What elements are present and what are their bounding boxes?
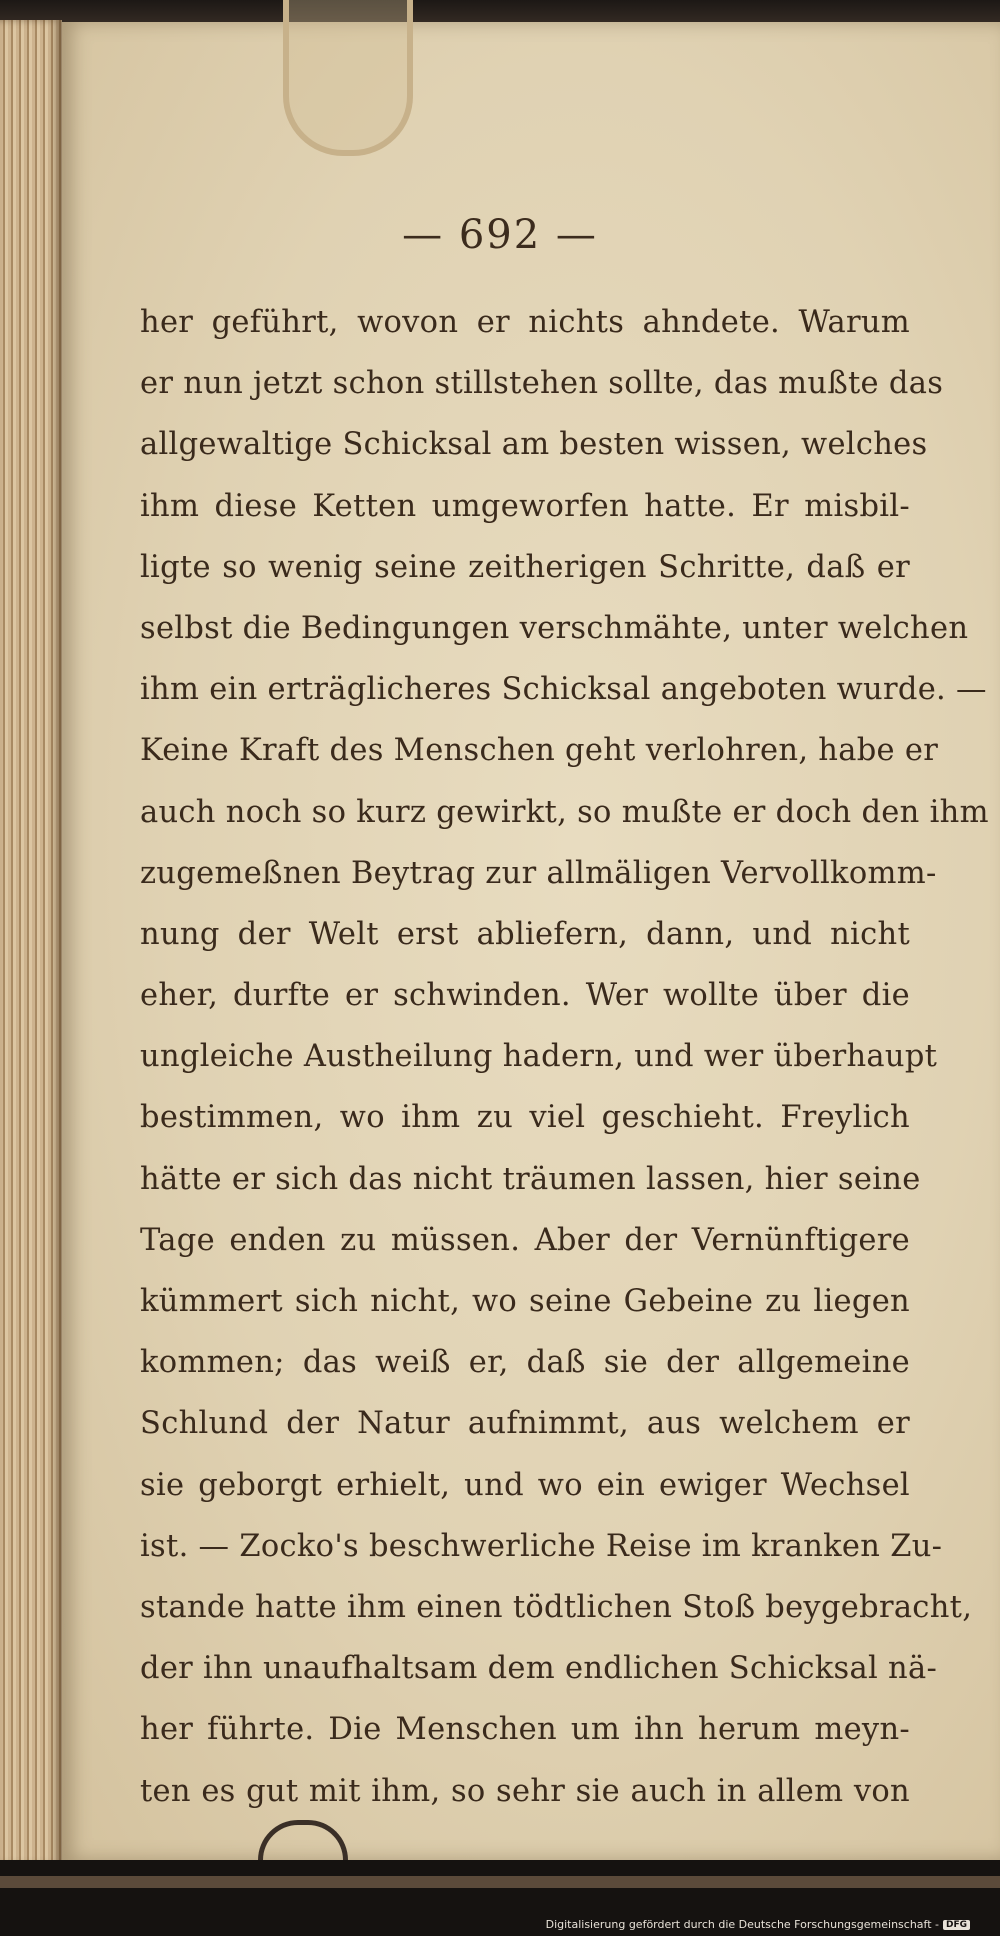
text-line: Schlund der Natur aufnimmt, aus welchem er	[140, 1406, 910, 1442]
bookmark-ribbon	[283, 0, 413, 156]
text-line: er nun jetzt schon stillstehen sollte, das mußte das	[140, 366, 944, 402]
text-line: ihm diese Ketten umgeworfen hatte. Er misbil-	[140, 488, 910, 524]
text-line: auch noch so kurz gewirkt, so mußte er doch den ihm	[140, 794, 989, 830]
text-line: Keine Kraft des Menschen geht verlohren, habe er	[140, 733, 939, 769]
text-line: kümmert sich nicht, wo seine Gebeine zu liegen	[140, 1284, 910, 1319]
text-line: der ihn unaufhaltsam dem endlichen Schicksal nä-	[140, 1651, 938, 1687]
text-line: ist. — Zocko's beschwerliche Reise im kranken Zu-	[140, 1528, 943, 1564]
text-line: ten es gut mit ihm, so sehr sie auch in allem von	[140, 1773, 910, 1809]
text-line: her geführt, wovon er nichts ahndete. Warum	[140, 305, 910, 340]
bottom-binding-edge	[0, 1876, 1000, 1888]
text-line: ligte so wenig seine zeitherigen Schritte, daß er	[140, 549, 910, 585]
text-line: her führte. Die Menschen um ihn herum meyn-	[140, 1712, 910, 1748]
digitization-credit	[546, 1918, 970, 1931]
text-line: sie geborgt erhielt, und wo ein ewiger Wechsel	[140, 1467, 910, 1503]
text-line: selbst die Bedingungen verschmähte, unter welchen	[140, 610, 969, 646]
page-number: — 692 —	[402, 212, 598, 258]
body-text	[140, 292, 989, 1822]
text-line: bestimmen, wo ihm zu viel geschieht. Freylich	[140, 1100, 910, 1136]
text-line: ihm ein erträglicheres Schicksal angeboten wurde. —	[140, 672, 987, 708]
text-line: ungleiche Austheilung hadern, und wer überhaupt	[140, 1039, 938, 1075]
text-line: kommen; das weiß er, daß sie der allgemeine	[140, 1345, 910, 1381]
page-stack-edge	[0, 20, 62, 1865]
dfg-logo: DFG	[943, 1920, 970, 1930]
credit-text: Digitalisierung gefördert durch die Deutsche Forschungsgemeinschaft -	[545, 1918, 939, 1931]
text-line: stande hatte ihm einen tödtlichen Stoß beygebracht,	[140, 1589, 973, 1625]
text-line: zugemeßnen Beytrag zur allmäligen Vervollkomm-	[140, 855, 937, 891]
text-line: eher, durfte er schwinden. Wer wollte über die	[140, 978, 910, 1014]
text-line: nung der Welt erst abliefern, dann, und nicht	[140, 916, 910, 952]
text-line: hätte er sich das nicht träumen lassen, hier seine	[140, 1161, 921, 1197]
text-line: Tage enden zu müssen. Aber der Vernünftigere	[140, 1222, 910, 1258]
text-line: allgewaltige Schicksal am besten wissen, welches	[140, 427, 928, 463]
